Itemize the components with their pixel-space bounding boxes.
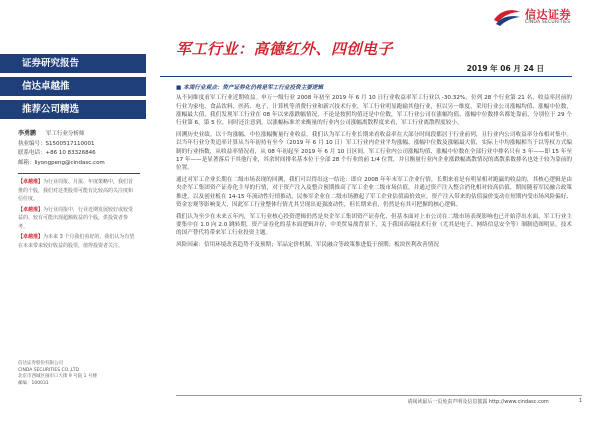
band-excellence-pick: 信达卓越推 [0,77,146,96]
body-paragraph: 回溯历史业绩，以十均涨幅、中位涨幅衡量行业收益，我们认为军工行业长期来看收益率在大部分时间段都居于行业前列，且行业内公司收益率分布相对集中。以当年行业分类追率计算从当年初持有至今（2019 年 6 月 10 日）军工行业内企业平均涨幅、涨幅中位数及涨幅最大值，实际上中均涨幅相当于以等权方式编制的行业指数，从收益率情况看，从 08 年初起至 2019 年 6 月 10 日区间，军工行业内公司涨幅均值、涨幅中位数在全部行业中排名只有 3 年——即 15 年至 17 年——是显著落后于其他行业，其余时间排名基本位于全部 28 个行业的前 1/4 位置，并且衡量行业内企业涨跌幅离散情况的离散系数排名也处于较为靠前的位置。 [176,131,572,172]
analyst-name: 李勇鹏 [18,130,37,137]
page-number: 1 [578,398,582,404]
band-recommended-companies: 推荐公司精选 [0,100,146,119]
report-title: 军工行业：高德红外、四创电子 [176,40,394,58]
body-paragraph: 通过对军工企业长期在二级市场表现的回溯，我们可以得出这一结论：即自 2008 年年末军工企业行情，长期来看是有明显相对跑赢的收益的，其核心逻辑是由央企军工集团资产证券化主导的行情，对于资产注入及整合预期推高了军工企业二级市场估值，并通过资产注入整合消化相对较高估值，期间随着军民融合政策推进，以及创业板在 14-15 年流动性行情推动，民参军企业在二级市场掀起了军工企业估值溢价效应，资产注入带来的估值溢价变动在短期内受市场风险偏好、资金宏观等影响变大，因此军工行业整体行情尤其呈现出更强波动性，但长期来看，仍然是有其可把握的核心逻辑。 [176,176,572,208]
cinda-emblem-icon [492,6,522,28]
analyst-info [0,122,146,168]
band-research-report: 证券研究报告 [0,54,146,73]
footer-divider [176,395,582,396]
report-body [176,84,572,253]
note-item: 【卓越推】为未来 3 个月我们看好的，我们认为有望在未来带来较好收益的股票，值得投资者关注。 [18,234,135,249]
weekly-view-heading: ■ 本周行业观点：资产证券化仍将是军工行业投资主要逻辑 [176,84,572,92]
analyst-title: 军工行业分析师 [46,131,85,137]
analyst-phone: 联系电话：+86 10 83326846 [18,150,96,156]
header-divider [160,76,572,77]
sidebar-notes [0,174,146,250]
logo-cn: 信达证券 [525,7,571,21]
analyst-cert: 执业编号：S1500517110001 [18,140,95,147]
footer-disclaimer[interactable]: 请阅读最后一页免责声明及信息披露 http://www.cindasc.com [407,399,549,405]
body-paragraph: 我们认为至少在未来五年内，军工行业核心投资逻辑仍然是央企军工集团资产证券化，但基本面对上市公司在二级市场表现影响也已开始浮出水面，军工行业主要集中在 1.0 向 2.0 跳转期，资产证券化的基本面逻辑并存，中美贸易战背景下，关于我国高端技术行业（尤其是电子、网络信息安全等）制制造图明显，技术的国产替代将带来军工行业投资主题。 [176,213,572,237]
sidebar [0,45,146,407]
risk-paragraph: 风险因素：信用环境改善趋势不及预期；军品定价机制、军民融合等政策推进低于预期；板块医利改善情况 [176,242,439,249]
analyst-email[interactable]: 邮箱：liyongpeng@cindasc.com [18,159,105,166]
report-date: 2019 年 06 月 24 日 [466,64,544,73]
body-paragraph: 从不同维度看军工行业近期收益。申万一级行业 2008 年初至 2019 年 6 月 10 日行业收益率军工行业以 -30.32%，位列 28 个行业第 21 名，收益率居前的行业为家电、食品饮料、医药、电子、计算机等消费行业和新兴技术行业，军工行业明显跑输其他行业，但以另一维度，采用行业公司涨幅均值、涨幅中位数，涨幅最大值，我们发现军工行业在 08 年以来涨跌幅情况，不论是按照均值还是中位数，军工行业公司在涨幅均值、涨幅中位数排名都处靠前，分别位于 29 个行业第 6，第 5 位，同时还注意到，以涨幅标准差来衡量的行业内公司涨幅离散程度来看，军工行业离散程度较小。 [176,95,572,127]
page-footer [176,398,582,405]
cinda-logo [492,6,571,28]
company-address: 信达证券股份有限公司 CINDA SECURITIES CO.,LTD 北京市西城区闹市口大街 9 号院 1 号楼 邮编：100031 [18,361,97,386]
logo-en: CINDA SECURITIES [525,19,571,25]
note-item: 【卓越推】为行业周报、月报、年度策略中，我们首推的个股，我们对这类股票可能有比较高的关注度和信任度。 [18,179,134,202]
note-item: 【卓越推】为行业周报中，行业近期发展较好或较受益的、较有可能出现超额收益的个股，供投资者参考。 [18,206,134,230]
